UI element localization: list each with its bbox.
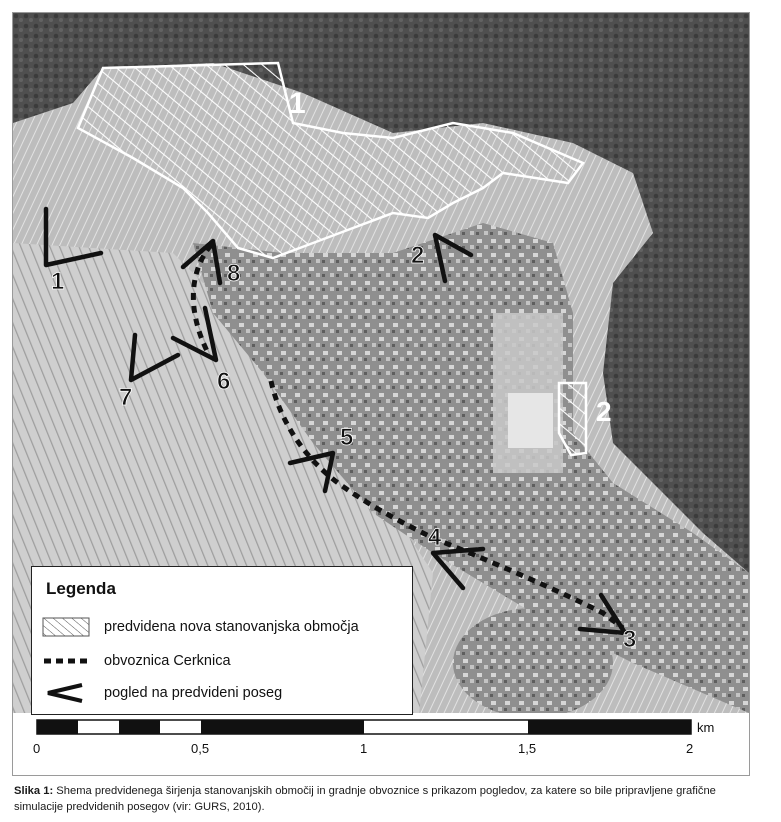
viewpoint-label-1: 1 bbox=[51, 268, 65, 295]
map-figure bbox=[12, 12, 750, 776]
caption-prefix: Slika 1: bbox=[14, 785, 54, 797]
scale-tick-0: 0 bbox=[33, 741, 41, 756]
legend-item-planned-areas bbox=[40, 615, 359, 639]
legend-label-viewpoint: pogled na predvideni poseg bbox=[104, 685, 283, 701]
legend-box bbox=[31, 566, 413, 715]
hatched-area-icon bbox=[40, 616, 92, 638]
viewpoint-label-5: 5 bbox=[340, 424, 354, 451]
legend-label-bypass: obvoznica Cerknica bbox=[104, 653, 231, 669]
viewpoint-label-3: 3 bbox=[623, 626, 637, 653]
legend-item-bypass bbox=[40, 649, 231, 673]
scale-unit: km bbox=[697, 720, 715, 735]
dashed-line-icon bbox=[40, 650, 92, 672]
scale-tick-2: 2 bbox=[686, 741, 694, 756]
viewpoint-label-7: 7 bbox=[119, 384, 133, 411]
area-label-1: 1 bbox=[289, 87, 306, 120]
scale-tick-1: 1 bbox=[360, 741, 368, 756]
scale-tick-0-5: 0,5 bbox=[191, 741, 210, 756]
area-label-2: 2 bbox=[596, 396, 612, 427]
legend-title: Legenda bbox=[46, 579, 116, 598]
caption-text: Shema predvidenega širjenja stanovanjskih območij in gradnje obvoznice s prikazom pogledov, za katere so bile pripravljene grafične simulacije predvidenih posegov (vir: GURS, 2010). bbox=[14, 785, 716, 813]
view-angle-icon bbox=[40, 682, 92, 704]
viewpoint-label-8: 8 bbox=[227, 260, 241, 287]
figure-caption bbox=[14, 783, 766, 815]
viewpoint-label-2: 2 bbox=[411, 242, 425, 269]
scale-bar bbox=[13, 713, 749, 775]
scale-tick-1-5: 1,5 bbox=[518, 741, 537, 756]
legend-label-planned-areas: predvidena nova stanovanjska območja bbox=[104, 619, 359, 635]
viewpoint-label-4: 4 bbox=[428, 524, 442, 551]
viewpoint-label-6: 6 bbox=[217, 368, 231, 395]
legend-item-viewpoint bbox=[40, 681, 282, 705]
